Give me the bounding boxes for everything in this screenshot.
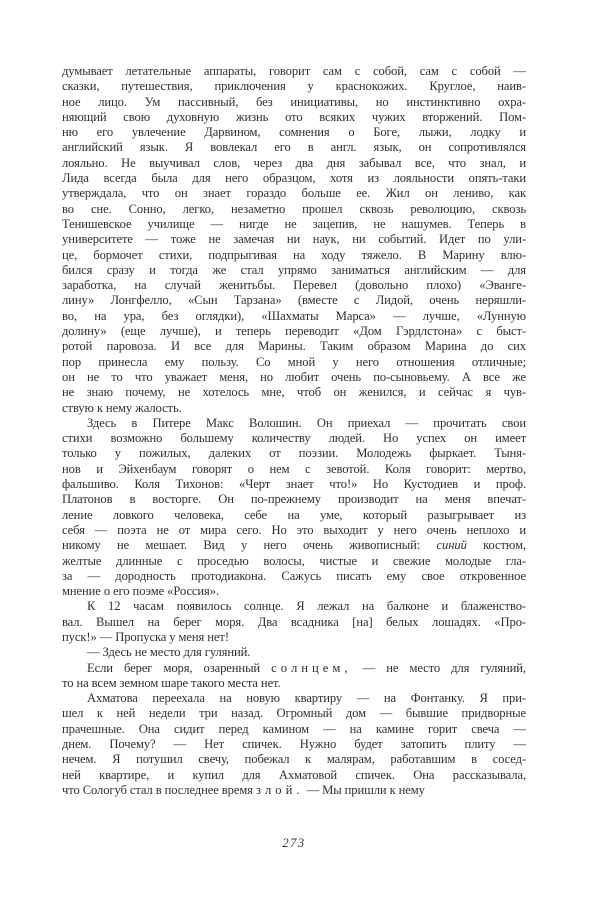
text-line (62, 569, 526, 584)
text-line (62, 125, 526, 140)
text-segment: злой. (255, 782, 304, 797)
text-segment: ню его увлечение Дарвином, сомнения о Боге, лыжи, лодку и (62, 125, 526, 140)
text-line (62, 217, 526, 232)
text-segment: только у пожилых, далеких от поэзии. Молодежь фыркает. Тыня- (62, 446, 526, 461)
text-line (62, 523, 526, 538)
text-line (62, 492, 526, 507)
text-segment: — Мы пришли к нему (303, 782, 425, 797)
text-line (62, 385, 526, 400)
text-segment: долину» (еще лучше), и теперь переводит «Дом Гэрдлстона» с быст- (62, 324, 526, 339)
text-line (62, 661, 526, 676)
text-segment: себя — поэта не от мира сего. Но это выходит у него очень неплохо и (62, 522, 526, 537)
text-segment: Здесь в Питере Макс Волошин. Он приехал — прочитать свои (87, 415, 526, 430)
text-segment: то на всем земном шаре такого места нет. (62, 675, 281, 690)
text-line (62, 752, 526, 767)
text-segment: утверждала, что он знает гораздо больше ее. Жил он лениво, как (62, 186, 526, 201)
text-segment: не знаю почему, не хотелось мне, чтоб он женился, и сейчас я чув- (62, 385, 526, 400)
text-segment: мнение о его поэме «Россия». (62, 584, 219, 599)
text-segment: ление ловкого человека, себе на уме, который разыгрывает из (62, 507, 526, 522)
text-segment: пуск!» — Пропуска у меня нет! (62, 629, 229, 644)
text-segment: Если берег моря, озаренный (87, 660, 272, 675)
text-line (62, 232, 526, 247)
text-line (62, 401, 526, 416)
text-segment: солнцем, (271, 660, 352, 675)
text-line (62, 156, 526, 171)
text-line (62, 355, 526, 370)
text-line (62, 324, 526, 339)
text-line (62, 446, 526, 461)
text-line (62, 722, 526, 737)
text-segment: сказки, путешествия, приключения у краснокожих. Круглое, наив- (62, 79, 526, 94)
text-line (62, 171, 526, 186)
text-line (62, 783, 526, 798)
text-segment: лояльно. Не выучивал слов, через два дня забывал все, что знал, и (62, 155, 526, 170)
text-line (62, 645, 526, 660)
text-line (62, 431, 526, 446)
text-segment: пор принесла ему пользу. Со мной у него отношения отличные; (62, 354, 526, 369)
text-segment: шел к ней недели три назад. Огромный дом — бывшие придворные (62, 706, 526, 721)
text-segment: фальшиво. Коля Тихонов: «Черт знает что!» Но Кустодиев и проф. (62, 477, 526, 492)
text-line (62, 309, 526, 324)
text-line (62, 768, 526, 783)
text-segment: вал. Вышел на берег моря. Два всадника [на] белых лошадях. «Про- (62, 614, 526, 629)
text-segment: — не место для гуляний, (351, 660, 526, 675)
text-line (62, 202, 526, 217)
text-segment: нов и Эйхенбаум говорят о нем с зевотой. Коля говорит: мертво, (62, 461, 526, 476)
text-line (62, 691, 526, 706)
text-line (62, 140, 526, 155)
text-line (62, 79, 526, 94)
text-line (62, 416, 526, 431)
text-segment: Ахматова переехала на новую квартиру — на Фонтанку. Я при- (87, 691, 526, 706)
text-segment: це, бормочет стихи, подпрыгивая на ходу тяжело. В Марину влю- (62, 247, 526, 262)
text-segment: заработка, на случай женитьбы. Перевел (довольно плохо) «Эванге- (62, 278, 526, 293)
text-line (62, 95, 526, 110)
text-segment: никому не мешает. Вид у него очень живописный: (62, 538, 437, 553)
text-line (62, 599, 526, 614)
text-segment: няющий свою духовную жизнь ото всяких чужих вторжений. Пом- (62, 109, 526, 124)
text-segment: К 12 часам появилось солнце. Я лежал на балконе и блаженство- (87, 599, 526, 614)
text-line (62, 64, 526, 79)
text-line (62, 462, 526, 477)
text-segment: ней квартире, и купил для Ахматовой спичек. Она рассказывала, (62, 767, 526, 782)
page-text (62, 64, 526, 798)
text-segment: Тенишевское училище — нигде не зацепив, не нашумев. Теперь в (62, 216, 526, 231)
text-segment: прачешные. Она сидит перед камином — на камине горит свеча — (62, 721, 526, 736)
text-segment: стихи возможно большему количеству людей. Но успех он имеет (62, 431, 526, 446)
text-segment: днем. Почему? — Нет спичек. Нужно будет затопить плиту — (62, 737, 526, 752)
text-line (62, 278, 526, 293)
text-line (62, 584, 526, 599)
text-segment: ротой паровоза. И все для Марины. Таким образом Марина до сих (62, 339, 526, 354)
text-line (62, 293, 526, 308)
text-segment: бился сразу и тогда же стал упрямо заниматься английским — для (62, 262, 526, 277)
text-line (62, 339, 526, 354)
text-line (62, 706, 526, 721)
text-line (62, 110, 526, 125)
text-segment: лину» Лонгфелло, «Сын Тарзана» (вместе с Лидой, очень неряшли- (62, 293, 526, 308)
text-segment: за — дородность протодиакона. Сажусь писать ему свое откровенное (62, 568, 526, 583)
text-segment: нечем. Я потушил свечу, побежал к малярам, работавшим в сосед- (62, 752, 526, 767)
text-line (62, 508, 526, 523)
text-segment: английский язык. Я вовлекал его в англ. язык, он сопротивлялся (62, 140, 526, 155)
text-line (62, 676, 526, 691)
text-line (62, 186, 526, 201)
text-segment: Лида всегда была для него образцом, хотя из лояльности опять-таки (62, 171, 526, 186)
text-segment: во сне. Сонно, легко, незаметно прошел сквозь революцию, сквозь (62, 201, 526, 216)
text-segment: что Сологуб стал в последнее время (62, 782, 256, 797)
text-line (62, 248, 526, 263)
text-segment: университете — тоже не замечая ни наук, ни событий. Идет по ули- (62, 232, 526, 247)
text-segment: ное лицо. Ум пассивный, без инициативы, но инстинктивно охра- (62, 94, 526, 109)
text-line (62, 477, 526, 492)
text-segment: он не то что уважает меня, но любит очень по-сыновьему. А все же (62, 369, 526, 384)
text-segment: Платонов в восторге. Он по-прежнему производит на меня впечат- (62, 492, 526, 507)
text-line (62, 630, 526, 645)
text-segment: ствую к нему жалость. (62, 400, 182, 415)
text-line (62, 370, 526, 385)
text-segment: желтые длинные с проседью волосы, чистые и свежие молодые гла- (62, 553, 526, 568)
text-segment: — Здесь не место для гуляний. (87, 645, 251, 660)
text-segment: синий (436, 538, 467, 553)
text-line (62, 263, 526, 278)
text-segment: костюм, (466, 538, 526, 553)
text-segment: во, на ура, без оглядки), «Шахматы Марса» — лучше, «Лунную (62, 308, 526, 323)
text-line (62, 538, 526, 553)
text-segment: думывает летательные аппараты, говорит сам с собой, сам с собой — (62, 64, 526, 78)
text-line (62, 615, 526, 630)
text-line (62, 554, 526, 569)
page-number: 273 (282, 836, 306, 850)
text-line (62, 737, 526, 752)
